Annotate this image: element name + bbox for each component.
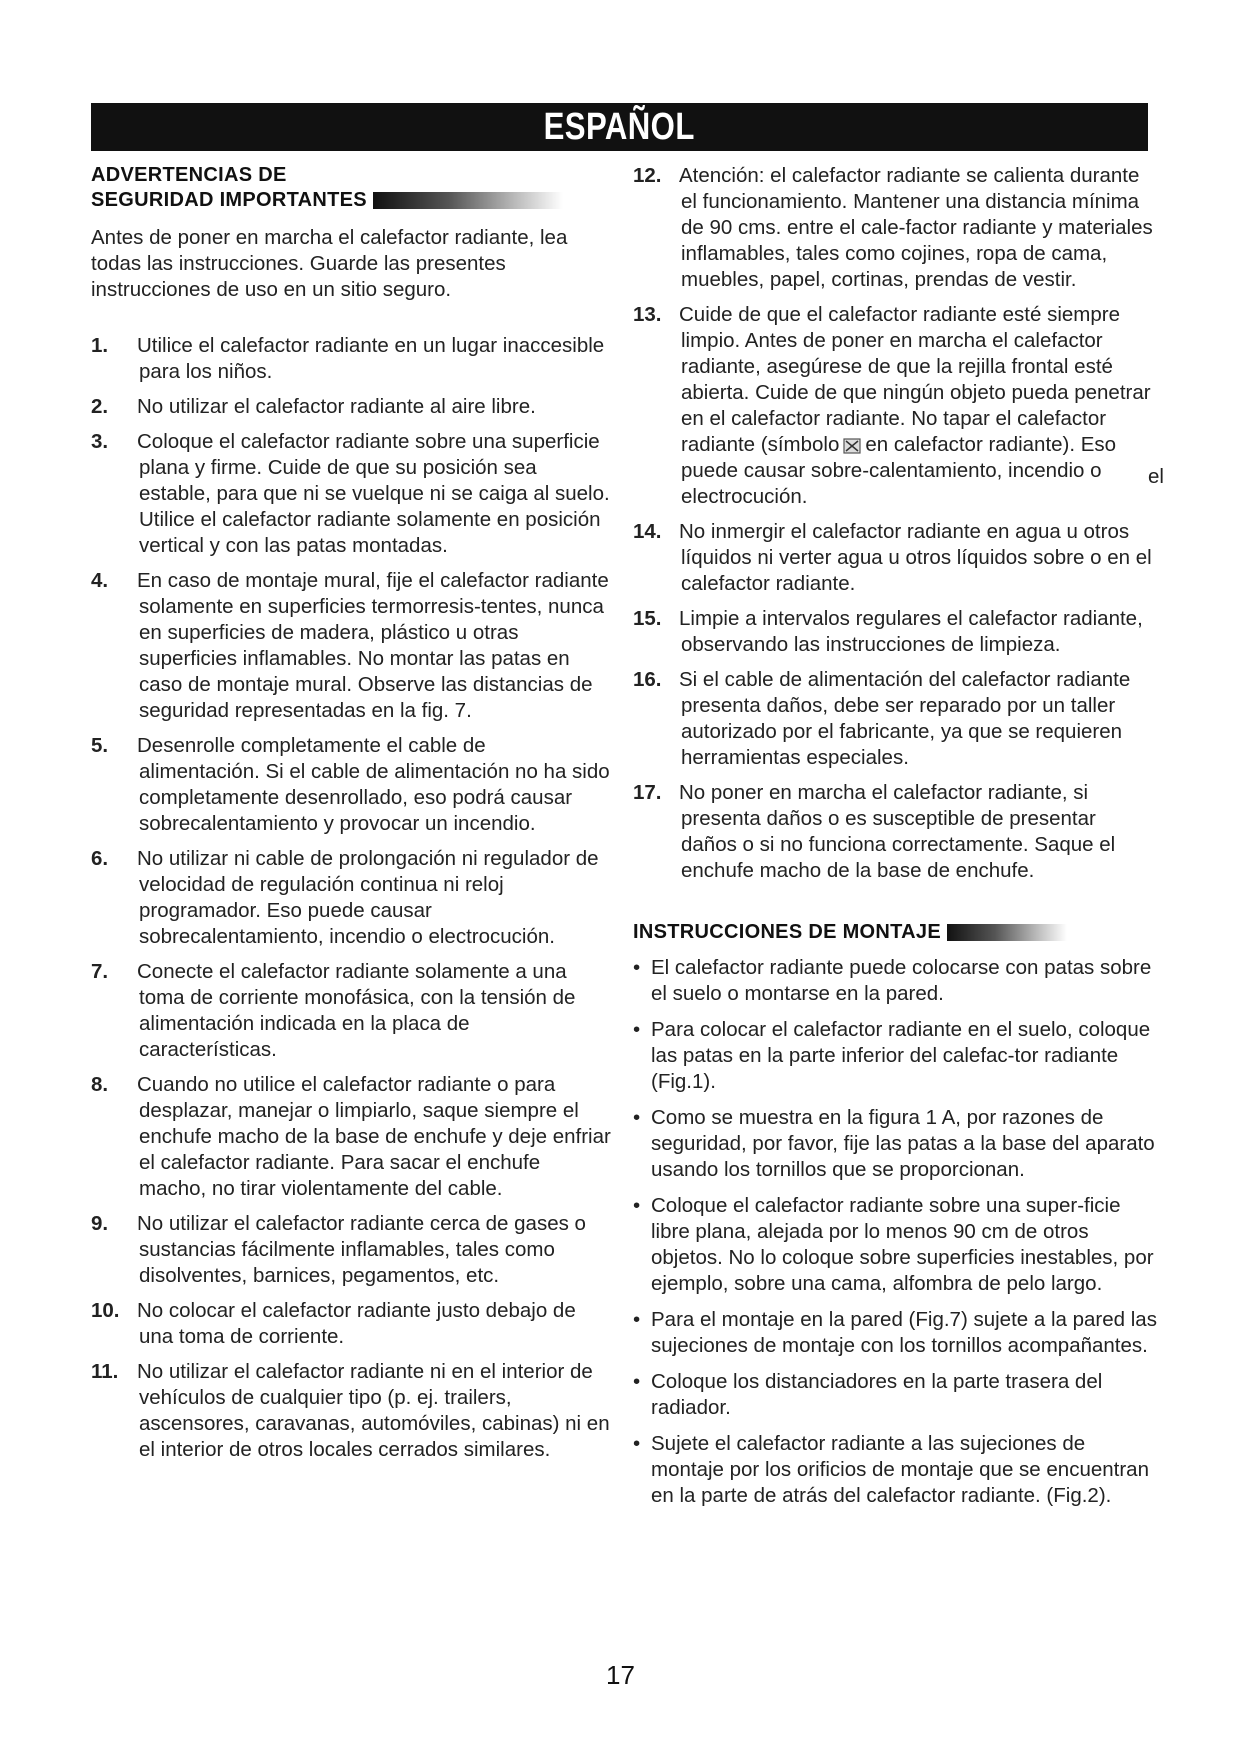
bullet-icon: • bbox=[633, 1370, 641, 1393]
bullet-text: Como se muestra en la figura 1 A, por razones de seguridad, por favor, fije las patas a la base del aparato usando los tornillos que se proporcionan. bbox=[651, 1106, 1155, 1181]
item-text: Desenrolle completamente el cable de alimentación. Si el cable de alimentación no ha sido completamente desenrollado, eso podrá causar sobrecalentamiento y provocar un incendio. bbox=[137, 734, 610, 835]
list-item bbox=[633, 163, 1153, 293]
item-number: 12. bbox=[633, 164, 662, 187]
heading-gradient-bar bbox=[373, 192, 563, 209]
item-number: 7. bbox=[91, 960, 109, 983]
bullet-icon: • bbox=[633, 1308, 641, 1331]
bullet-text: Para colocar el calefactor radiante en el suelo, coloque las patas en la parte inferior del calefac-tor radiante (Fig.1). bbox=[651, 1018, 1151, 1093]
list-item bbox=[91, 429, 611, 559]
item-text: No colocar el calefactor radiante justo debajo de una toma de corriente. bbox=[137, 1299, 576, 1348]
page-number: 17 bbox=[606, 1660, 635, 1690]
do-not-cover-icon bbox=[843, 438, 861, 454]
item-number: 3. bbox=[91, 430, 109, 453]
safety-list-left bbox=[91, 333, 611, 1463]
safety-heading-line1: ADVERTENCIAS DE bbox=[91, 164, 287, 186]
stray-word: el bbox=[1148, 465, 1164, 488]
item-text: Limpie a intervalos regulares el calefactor radiante, observando las instrucciones de limpieza. bbox=[679, 607, 1143, 656]
list-item bbox=[91, 733, 611, 837]
item-number: 13. bbox=[633, 303, 662, 326]
banner-title: ESPAÑOL bbox=[543, 106, 696, 148]
list-item bbox=[91, 333, 611, 385]
item-text: Utilice el calefactor radiante en un lugar inaccesible para los niños. bbox=[137, 334, 605, 383]
item-text-before: Cuide de que el calefactor radiante esté siempre limpio. Antes de poner en marcha el calefactor radiante, asegúrese de que la rejilla frontal esté abierta. Cuide de que ningún objeto pueda penetrar en el calefactor radiante. No tapar el calefactor radiante (símbolo bbox=[679, 303, 1151, 456]
item-text: Atención: el calefactor radiante se calienta durante el funcionamiento. Mantener una distancia mínima de 90 cms. entre el cale-factor radiante y materiales inflamables, tales como cojines, ropa de cama, muebles, papel, cortinas, prendas de vestir. bbox=[679, 164, 1153, 291]
list-item bbox=[633, 1369, 1158, 1421]
list-item bbox=[633, 667, 1153, 771]
list-item bbox=[91, 1359, 611, 1463]
safety-heading-line2: SEGURIDAD IMPORTANTES bbox=[91, 189, 367, 211]
bullet-text: Coloque los distanciadores en la parte trasera del radiador. bbox=[651, 1370, 1103, 1419]
bullet-icon: • bbox=[633, 1194, 641, 1217]
bullet-text: Sujete el calefactor radiante a las sujeciones de montaje por los orificios de montaje que se encuentran en la parte de atrás del calefactor radiante. (Fig.2). bbox=[651, 1432, 1149, 1507]
item-text: No utilizar ni cable de prolongación ni regulador de velocidad de regulación continua ni reloj programador. Eso puede causar sobrecalentamiento, incendio o electrocución. bbox=[137, 847, 599, 948]
list-item bbox=[91, 846, 611, 950]
item-number: 8. bbox=[91, 1073, 109, 1096]
list-item bbox=[633, 519, 1153, 597]
item-text: Si el cable de alimentación del calefactor radiante presenta daños, debe ser reparado por un taller autorizado por el fabricante, ya que se requieren herramientas especiales. bbox=[679, 668, 1131, 769]
bullet-icon: • bbox=[633, 956, 641, 979]
item-text: Conecte el calefactor radiante solamente a una toma de corriente monofásica, con la tensión de alimentación indicada en la placa de características. bbox=[137, 960, 576, 1061]
bullet-text: Coloque el calefactor radiante sobre una super-ficie libre plana, alejada por lo menos 90 cm de otros objetos. No lo coloque sobre superficies inestables, por ejemplo, sobre una cama, alfombra de pelo largo. bbox=[651, 1194, 1154, 1295]
item-number: 16. bbox=[633, 668, 662, 691]
list-item bbox=[633, 1431, 1158, 1509]
item-text: No inmergir el calefactor radiante en agua u otros líquidos ni verter agua u otros líquidos sobre o en el calefactor radiante. bbox=[679, 520, 1152, 595]
list-item bbox=[633, 1105, 1158, 1183]
assembly-heading bbox=[633, 920, 1158, 945]
bullet-text: Para el montaje en la pared (Fig.7) sujete a la pared las sujeciones de montaje con los tornillos acompañantes. bbox=[651, 1308, 1157, 1357]
list-item bbox=[91, 1298, 611, 1350]
safety-intro: Antes de poner en marcha el calefactor radiante, lea todas las instrucciones. Guarde las presentes instrucciones de uso en un sitio seguro. bbox=[91, 226, 568, 301]
item-text: No utilizar el calefactor radiante ni en el interior de vehículos de cualquier tipo (p. ej. trailers, ascensores, caravanas, automóviles, cabinas) ni en el interior de otros locales cerrados similares. bbox=[137, 1360, 610, 1461]
list-item bbox=[633, 302, 1153, 510]
item-number: 1. bbox=[91, 334, 109, 357]
item-text: Cuando no utilice el calefactor radiante o para desplazar, manejar o limpiarlo, saque siempre el enchufe macho de la base de enchufe y deje enfriar el calefactor radiante. Para sacar el enchufe macho, no tirar violentamente del cable. bbox=[137, 1073, 611, 1200]
right-column bbox=[633, 163, 1158, 1519]
item-number: 6. bbox=[91, 847, 109, 870]
bullet-icon: • bbox=[633, 1106, 641, 1129]
list-item bbox=[633, 1307, 1158, 1359]
list-item bbox=[633, 1193, 1158, 1297]
list-item bbox=[633, 955, 1158, 1007]
item-number: 2. bbox=[91, 395, 109, 418]
item-number: 17. bbox=[633, 781, 662, 804]
safety-heading bbox=[91, 163, 611, 213]
assembly-list bbox=[633, 955, 1158, 1509]
list-item bbox=[91, 568, 611, 724]
item-number: 11. bbox=[91, 1360, 119, 1383]
language-banner bbox=[91, 103, 1148, 151]
item-text: Coloque el calefactor radiante sobre una superficie plana y firme. Cuide de que su posición sea estable, para que ni se vuelque ni se caiga al suelo. Utilice el calefactor radiante solamente en posición vertical y con las patas montadas. bbox=[137, 430, 610, 557]
list-item bbox=[91, 959, 611, 1063]
item-text: No poner en marcha el calefactor radiante, si presenta daños o es susceptible de presentar daños o si no funciona correctamente. Saque el enchufe macho de la base de enchufe. bbox=[679, 781, 1116, 882]
item-number: 9. bbox=[91, 1212, 109, 1235]
list-item bbox=[91, 1072, 611, 1202]
item-number: 15. bbox=[633, 607, 662, 630]
list-item bbox=[633, 780, 1153, 884]
item-number: 5. bbox=[91, 734, 109, 757]
list-item bbox=[91, 394, 611, 420]
safety-list-right bbox=[633, 163, 1153, 884]
bullet-icon: • bbox=[633, 1018, 641, 1041]
item-text: En caso de montaje mural, fije el calefactor radiante solamente en superficies termorresis-tentes, nunca en superficies de madera, plástico u otras superficies inflamables. No montar las patas en caso de montaje mural. Observe las distancias de seguridad representadas en la fig. 7. bbox=[137, 569, 609, 722]
heading-gradient-bar bbox=[947, 924, 1067, 941]
item-text-after: en calefactor radiante). Eso puede causar sobre-calentamiento, incendio o electrocución. bbox=[681, 433, 1117, 508]
assembly-heading-text: INSTRUCCIONES DE MONTAJE bbox=[633, 921, 941, 943]
item-number: 4. bbox=[91, 569, 109, 592]
left-column bbox=[91, 163, 611, 1472]
bullet-icon: • bbox=[633, 1432, 641, 1455]
list-item bbox=[633, 1017, 1158, 1095]
item-number: 14. bbox=[633, 520, 662, 543]
item-text: No utilizar el calefactor radiante al aire libre. bbox=[137, 395, 536, 418]
list-item bbox=[633, 606, 1153, 658]
bullet-text: El calefactor radiante puede colocarse con patas sobre el suelo o montarse en la pared. bbox=[651, 956, 1152, 1005]
item-number: 10. bbox=[91, 1299, 120, 1322]
item-text: No utilizar el calefactor radiante cerca de gases o sustancias fácilmente inflamables, tales como disolventes, barnices, pegamentos, etc. bbox=[137, 1212, 586, 1287]
list-item bbox=[91, 1211, 611, 1289]
